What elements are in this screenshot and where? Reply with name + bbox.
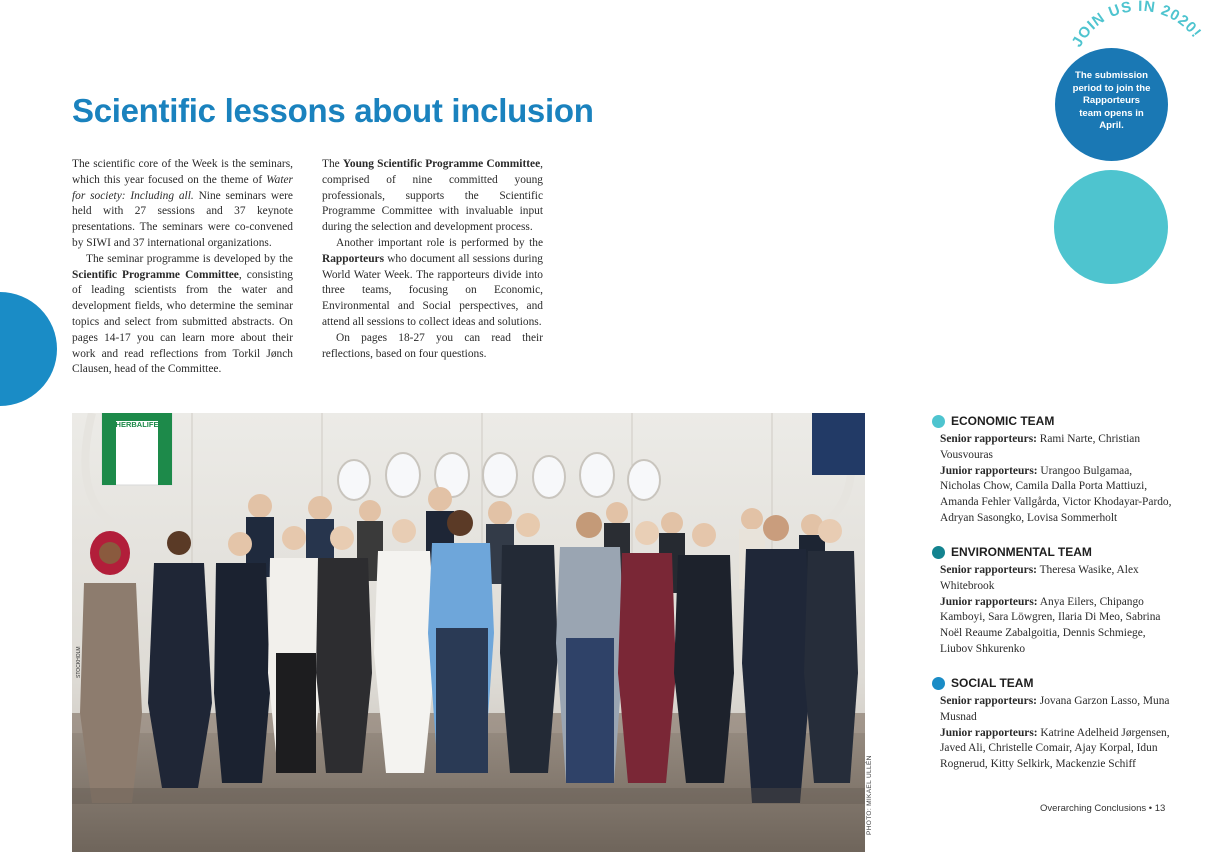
group-photo	[72, 413, 865, 852]
decorative-teal-circle	[1054, 170, 1168, 284]
economic-senior: Senior rapporteurs: Rami Narte, Christian Vousvouras	[940, 433, 1141, 461]
environmental-team-title: ENVIRONMENTAL TEAM	[951, 545, 1092, 559]
paragraph-rapporteurs: Another important role is performed by the Rapporteurs who document all sessions during World Water Week. The rapporteurs divide into three teams, focusing on Economic, Environmental and Social perspectives, and attend all sessions to collect ideas and solutions.	[322, 236, 543, 328]
svg-text:HERBALIFE: HERBALIFE	[115, 420, 159, 429]
committee-name: Scientific Programme Committee	[72, 268, 239, 281]
environmental-team-dot	[932, 546, 945, 559]
economic-team-title: ECONOMIC TEAM	[951, 414, 1055, 428]
economic-junior: Junior rapporteurs: Urangoo Bulgamaa, Nicholas Chow, Camila Dalla Porta Mattiuzi, Amanda Fehler Vallgårda, Victor Khodayar-Pardo, Adryan Sasongko, Lovisa Sommerholt	[940, 464, 1172, 524]
paragraph-committee: The seminar programme is developed by the Scientific Programme Committee, consisting of leading scientists from the water and development fields, who determine the seminar topics and select from submitted abstracts. On pages 14-17 you can learn more about their work and read reflections from Torkil Jønch Clausen, head of the Committee.	[72, 252, 293, 376]
paragraph-reflections: On pages 18-27 you can read their reflections, based on four questions.	[322, 331, 543, 360]
right-text-column	[322, 157, 543, 362]
paragraph-seminars: The scientific core of the Week is the seminars, which this year focused on the theme of Water for society: Including all. Nine seminars were held with 27 sessions and 37 keynote presentations. The seminars were co-convened by SIWI and 37 international organizations.	[72, 158, 293, 249]
herbalife-shirt	[102, 413, 172, 485]
social-team	[932, 675, 1172, 773]
photo-credit: PHOTO: MIKAEL ULLÉN	[866, 755, 873, 835]
page-title: Scientific lessons about inclusion	[72, 92, 594, 129]
social-team-dot	[932, 677, 945, 690]
join-us-heading: JOIN US IN 2020!	[1068, 0, 1205, 51]
submission-info-circle	[1055, 48, 1168, 161]
economic-team-dot	[932, 415, 945, 428]
svg-text:STOCKHOLM: STOCKHOLM	[76, 646, 82, 678]
group-photo-illustration	[72, 413, 865, 852]
social-senior: Senior rapporteurs: Jovana Garzon Lasso, Muna Musnad	[940, 695, 1170, 723]
paragraph-young-committee: The Young Scientific Programme Committee, comprised of nine committed young professionals, supports the Scientific Programme Committee with invaluable input during the selection and development process.	[322, 158, 543, 234]
environmental-junior: Junior rapporteurs: Anya Eilers, Chipango Kamboyi, Sara Löwgren, Ilaria Di Meo, Sabrina Noël Reaume Zabalgoitia, Dennis Schmiege, Liubov Shkurenko	[940, 595, 1161, 655]
left-text-column	[72, 157, 293, 378]
environmental-team	[932, 544, 1172, 658]
environmental-senior: Senior rapporteurs: Theresa Wasike, Alex Whitebrook	[940, 564, 1139, 592]
economic-team	[932, 413, 1172, 527]
decorative-blue-circle	[0, 292, 57, 406]
theme-text: Water for society: Including all.	[72, 173, 293, 202]
social-junior: Junior rapporteurs: Katrine Adelheid Jørgensen, Javed Ali, Christelle Comair, Ajay Korpal, Idun Rognerud, Kitty Selkirk, Mackenzie Schiff	[940, 726, 1170, 771]
submission-info-text: The submission period to join the Rapporteurs team opens in April.	[1072, 70, 1151, 132]
social-team-title: SOCIAL TEAM	[951, 676, 1034, 690]
page-footer: Overarching Conclusions • 13	[1040, 803, 1166, 814]
rapporteurs-name: Rapporteurs	[322, 252, 385, 265]
young-committee-name: Young Scientific Programme Committee	[342, 158, 541, 170]
